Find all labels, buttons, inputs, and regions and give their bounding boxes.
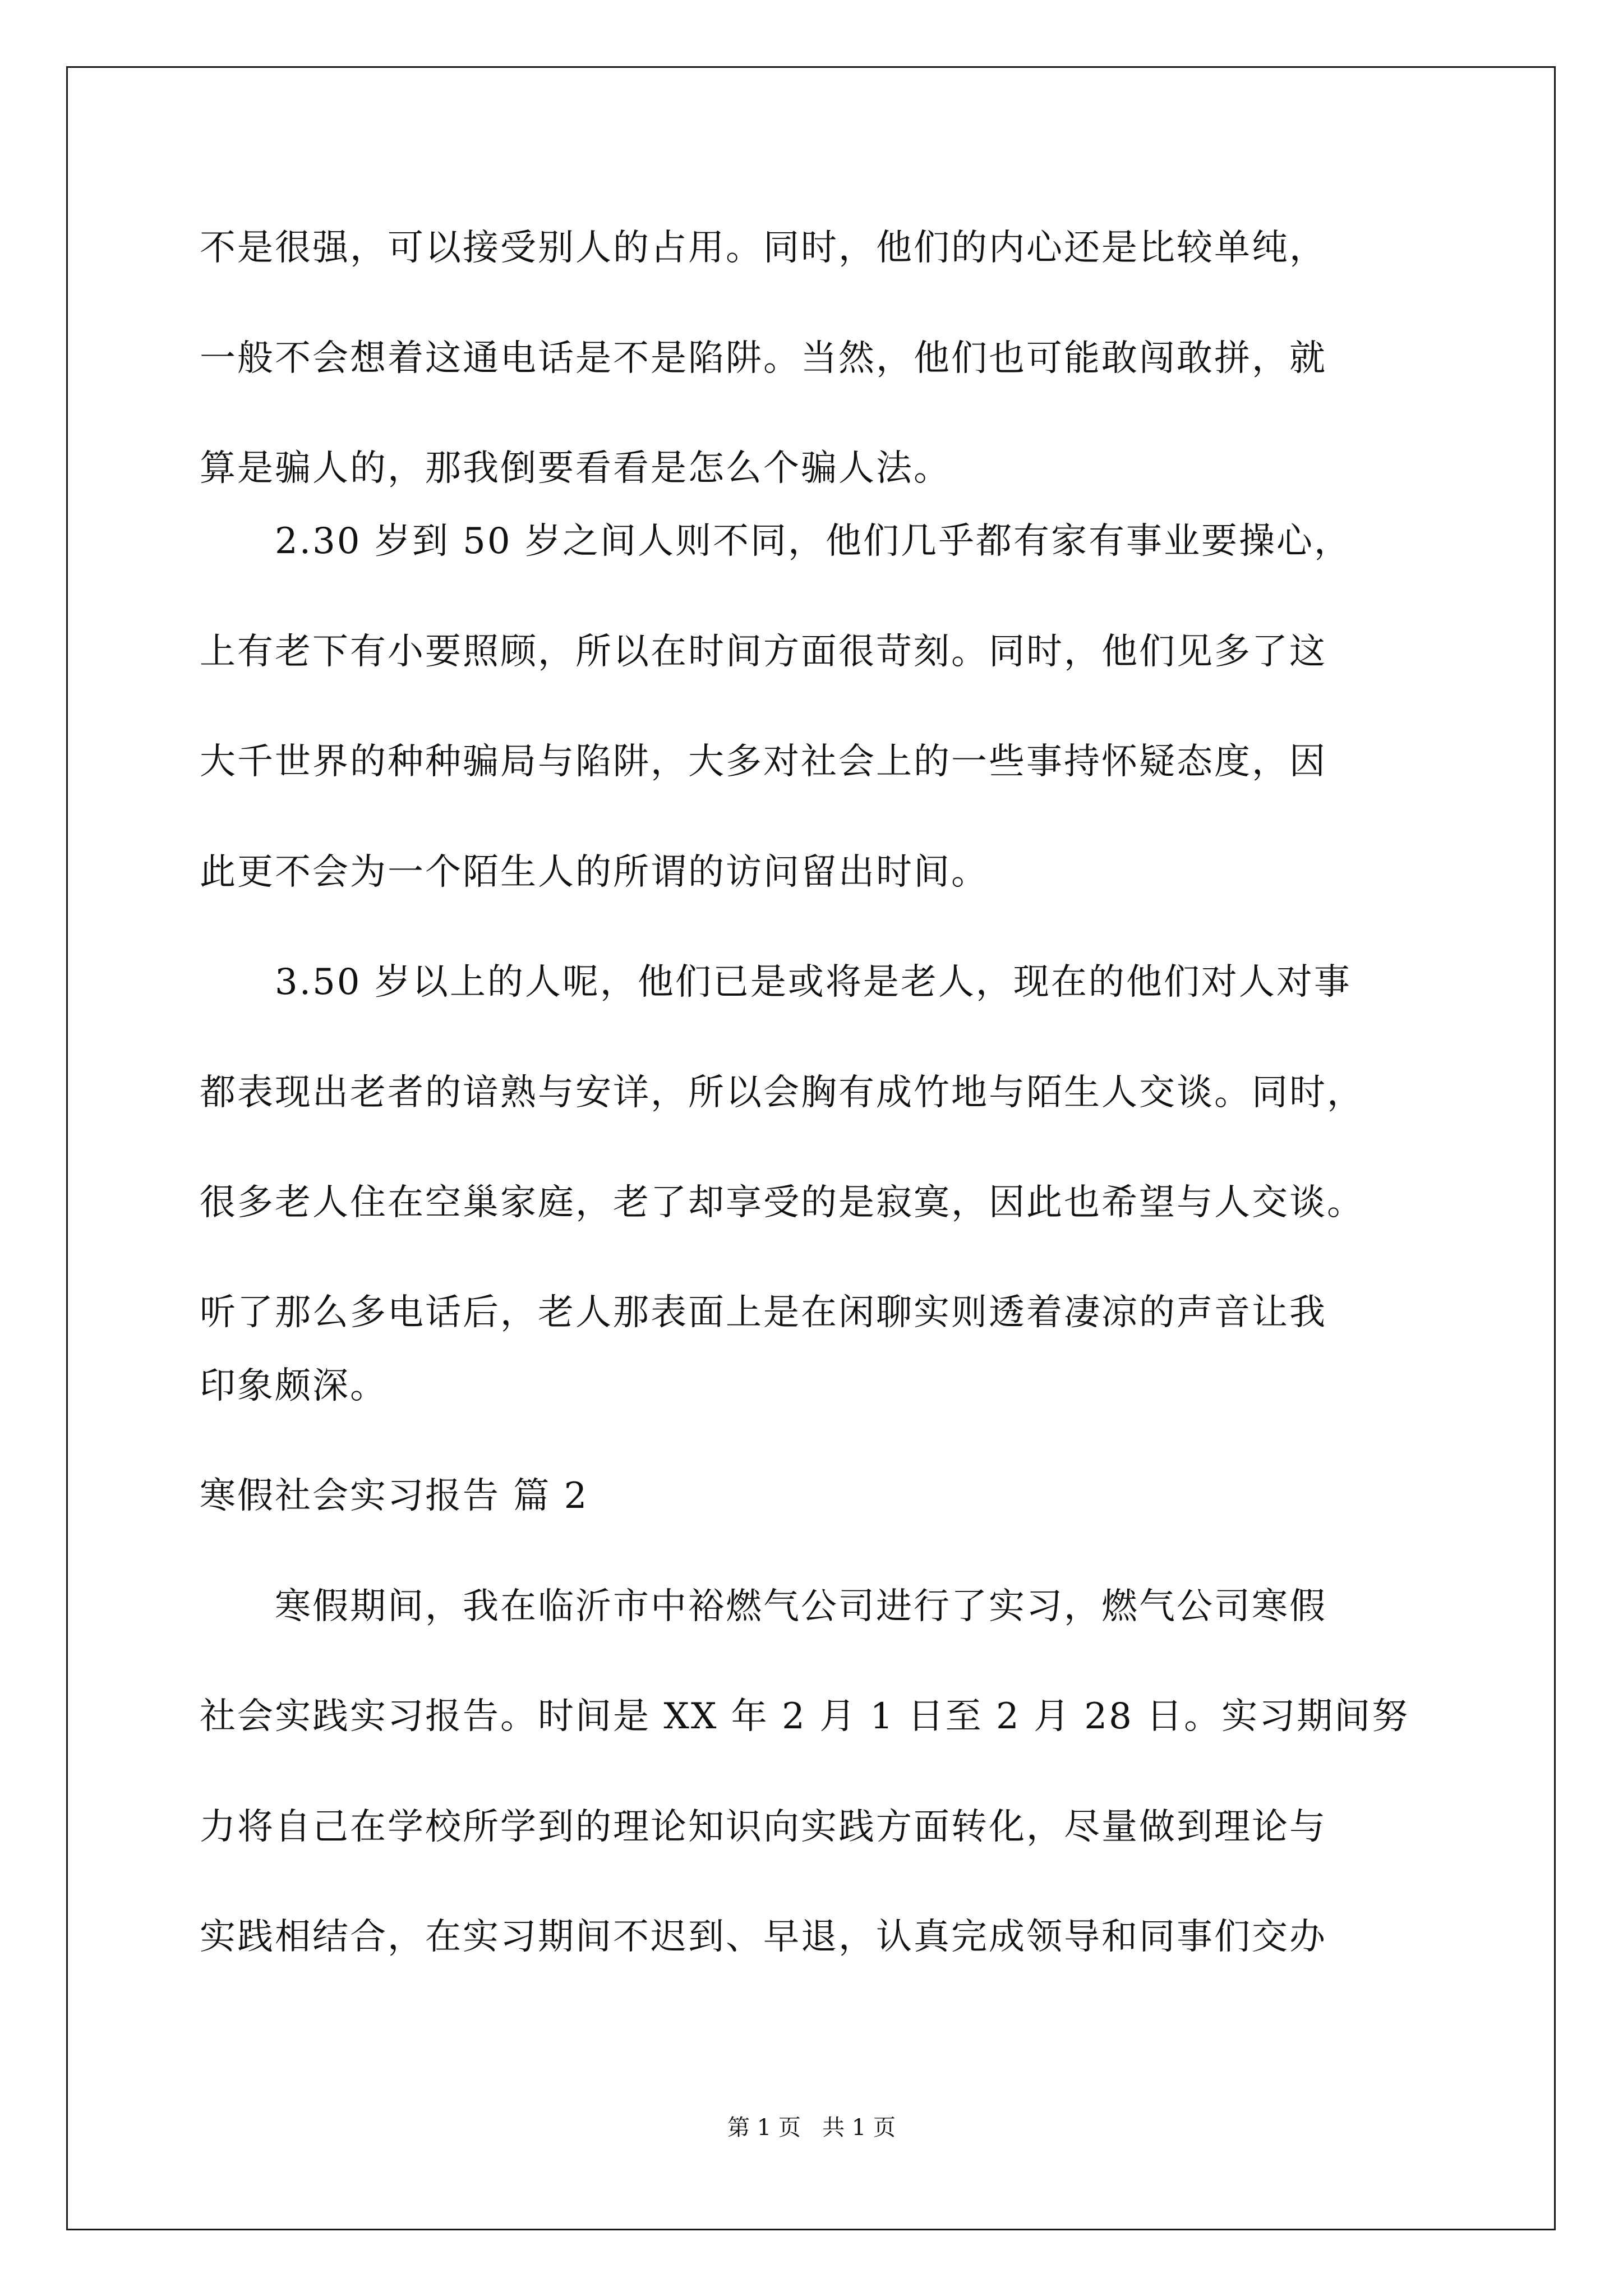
body-line: 听了那么多电话后，老人那表面上是在闲聊实则透着凄凉的声音让我 [200, 1292, 1327, 1333]
body-line: 上有老下有小要照顾，所以在时间方面很苛刻。同时，他们见多了这 [200, 631, 1327, 673]
body-line: 此更不会为一个陌生人的所谓的访问留出时间。 [200, 852, 989, 893]
body-line: 力将自己在学校所学到的理论知识向实践方面转化，尽量做到理论与 [200, 1806, 1327, 1848]
paragraph-first-line: 3.50 岁以上的人呢，他们已是或将是老人，现在的他们对人对事 [275, 961, 1352, 1003]
section-heading: 寒假社会实习报告 篇 2 [200, 1475, 589, 1517]
paragraph-first-line: 寒假期间，我在临沂市中裕燃气公司进行了实习，燃气公司寒假 [275, 1586, 1327, 1627]
body-line: 印象颇深。 [200, 1365, 388, 1407]
page-border [66, 66, 1556, 2230]
paragraph-first-line: 2.30 岁到 50 岁之间人则不同，他们几乎都有家有事业要操心， [275, 521, 1352, 562]
body-line: 都表现出老者的谙熟与安详，所以会胸有成竹地与陌生人交谈。同时， [200, 1072, 1364, 1114]
body-line: 一般不会想着这通电话是不是陷阱。当然，他们也可能敢闯敢拼，就 [200, 338, 1327, 379]
body-line: 社会实践实习报告。时间是 XX 年 2 月 1 日至 2 月 28 日。实习期间努 [200, 1696, 1410, 1737]
body-line: 不是很强，可以接受别人的占用。同时，他们的内心还是比较单纯， [200, 227, 1327, 269]
body-line: 大千世界的种种骗局与陷阱，大多对社会上的一些事持怀疑态度，因 [200, 741, 1327, 783]
page-number: 第 1 页 共 1 页 [727, 2115, 896, 2141]
body-line: 实践相结合，在实习期间不迟到、早退，认真完成领导和同事们交办 [200, 1916, 1327, 1958]
body-line: 很多老人住在空巢家庭，老了却享受的是寂寞，因此也希望与人交谈。 [200, 1182, 1364, 1223]
body-line: 算是骗人的，那我倒要看看是怎么个骗人法。 [200, 448, 951, 489]
